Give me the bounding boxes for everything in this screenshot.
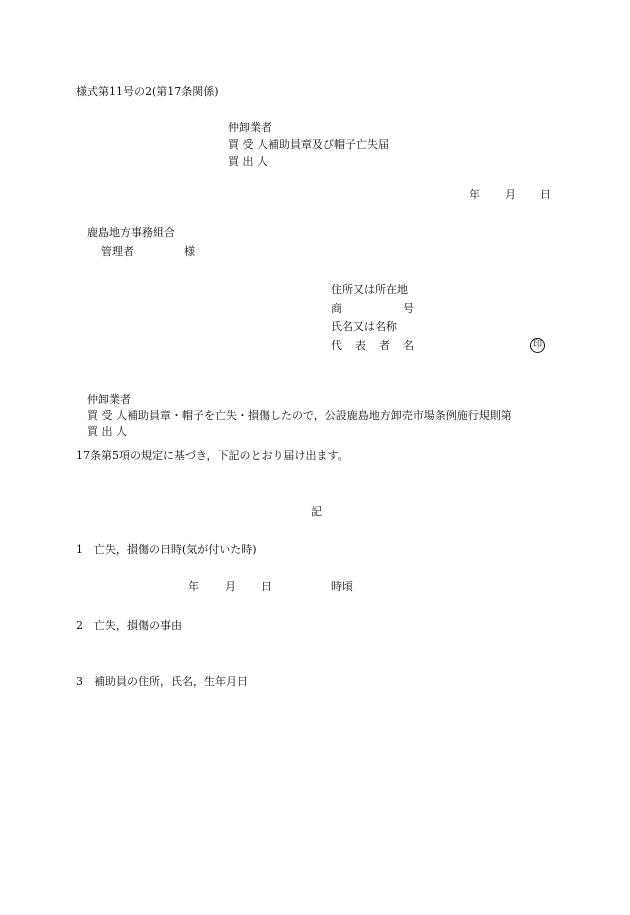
ki-heading: 記: [311, 505, 322, 518]
title-line-1: 仲卸業者: [228, 121, 272, 134]
body-line-2: 買 受 人補助員章・帽子を亡失・損傷したので，公設鹿島地方卸売市場条例施行規則第: [87, 409, 512, 422]
addressee-honorific: 様: [184, 245, 195, 258]
item-3: 3 補助員の住所，氏名，生年月日: [76, 675, 248, 688]
body-line-4: 17条第5項の規定に基づき，下記のとおり届け出ます。: [76, 449, 349, 462]
applicant-rep-label-3: 者: [379, 339, 390, 352]
applicant-name-label: 氏名又は名称: [331, 320, 397, 333]
applicant-address-label: 住所又は所在地: [331, 283, 408, 296]
body-line-1: 仲卸業者: [87, 393, 131, 406]
form-number: 様式第11号の2(第17条関係): [76, 85, 219, 98]
title-line-2: 買 受 人補助員章及び帽子亡失届: [228, 138, 389, 151]
applicant-trade-name-label-2: 号: [403, 302, 414, 315]
applicant-rep-label-1: 代: [331, 339, 342, 352]
title-line-3: 買 出 人: [228, 155, 268, 168]
addressee-admin: 管理者: [101, 245, 134, 258]
addressee-org: 鹿島地方事務組合: [87, 226, 175, 239]
applicant-trade-name-label-1: 商: [331, 302, 342, 315]
applicant-rep-label-2: 表: [355, 339, 366, 352]
item-1: 1 亡失，損傷の日時(気が付いた時): [76, 543, 257, 556]
item-1-time: 時頃: [331, 580, 353, 593]
item-1-year: 年: [188, 580, 199, 593]
item-2: 2 亡失，損傷の事由: [76, 619, 182, 632]
date-month: 月: [505, 188, 516, 201]
date-day: 日: [540, 188, 551, 201]
date-year: 年: [469, 188, 480, 201]
seal-mark: 印: [530, 338, 545, 353]
applicant-rep-label-4: 名: [403, 339, 414, 352]
item-1-month: 月: [225, 580, 236, 593]
item-1-day: 日: [261, 580, 272, 593]
body-line-3: 買 出 人: [87, 425, 127, 438]
